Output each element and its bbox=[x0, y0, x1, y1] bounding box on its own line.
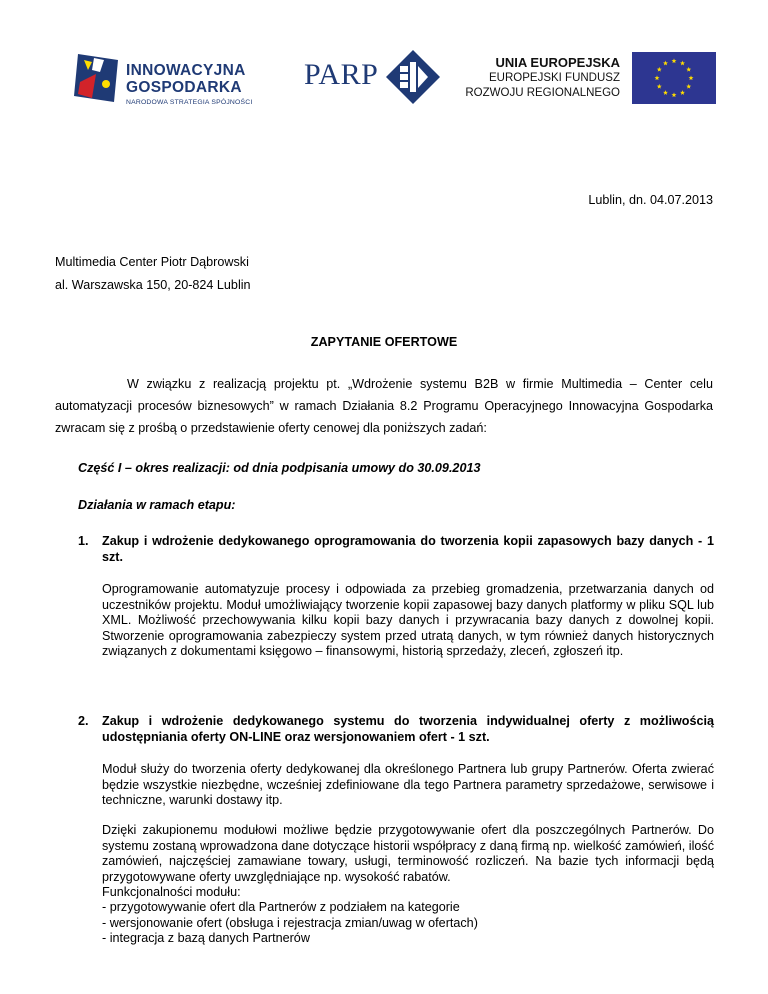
ig-logo-mark-icon bbox=[74, 52, 120, 104]
eu-logo-line2: EUROPEJSKI FUNDUSZ bbox=[489, 72, 620, 84]
intro-text: W związku z realizacją projektu pt. „Wdrożenie systemu B2B w firmie Multimedia – Center celu automatyzacji procesów biznesowych” w ramach Działania 8.2 Programu Operacyjnego Innowacyjna Gospodarka zwracam się z prośbą o przedstawienie oferty cenowej dla poniższych zadań: bbox=[55, 377, 713, 435]
intro-paragraph bbox=[55, 373, 713, 439]
recipient-address: al. Warszawska 150, 20-824 Lublin bbox=[55, 278, 251, 292]
parp-logo-text: PARP bbox=[304, 58, 379, 91]
eu-logo bbox=[465, 52, 716, 104]
document-date: Lublin, dn. 04.07.2013 bbox=[588, 193, 713, 207]
task-title: Zakup i wdrożenie dedykowanego systemu do tworzenia indywidualnej oferty z możliwością udostępniania oferty ON-LINE oraz wersjonowaniem ofert - 1 szt. bbox=[102, 714, 714, 744]
eu-flag-icon bbox=[632, 52, 716, 104]
task-2-benefits bbox=[102, 823, 714, 901]
list-item: - przygotowywanie ofert dla Partnerów z podziałem na kategorie bbox=[102, 900, 460, 914]
parp-logo-mark-icon bbox=[386, 50, 440, 104]
task-number: 1. bbox=[78, 534, 89, 548]
task-2-description: Moduł służy do tworzenia oferty dedykowanej dla określonego Partnera lub grupy Partnerów. Oferta zwierać będzie wszystkie niezbędne, wcześniej zdefiniowane dla tego Partnera parametry sprzedażowe, serwisowe i techniczne, warunki dostawy itp. bbox=[102, 762, 714, 808]
document-title: ZAPYTANIE OFERTOWE bbox=[310, 335, 458, 349]
parp-logo bbox=[304, 50, 444, 104]
task-1-description: Oprogramowanie automatyzuje procesy i odpowiada za przebieg gromadzenia, przetwarzania danych od uczestników projektu. Moduł umożliwiający tworzenie kopii zapasowej bazy danych platformy w pliku SQL lub XML. Możliwość przechowywania kilku kopii bazy danych i przywracania bazy danych z dowolnej kopii. Stworzenie oprogramowania zabezpieczy system przed utratą danych, w tym również danych historycznych związanych z dokumentami księgowo – finansowymi, historią sprzedaży, zleceń, zgłoszeń itp. bbox=[102, 582, 714, 659]
ig-logo-line2: GOSPODARKA bbox=[126, 79, 242, 96]
ig-logo-line1: INNOWACYJNA bbox=[126, 62, 246, 79]
list-item: - integracja z bazą danych Partnerów bbox=[102, 931, 310, 946]
feature-list bbox=[102, 900, 714, 947]
task-item-1 bbox=[78, 534, 714, 565]
task-title: Zakup i wdrożenie dedykowanego oprogramowania do tworzenia kopii zapasowych bazy danych - 1 szt. bbox=[102, 534, 714, 564]
eu-logo-line3: ROZWOJU REGIONALNEGO bbox=[465, 87, 620, 99]
recipient-name: Multimedia Center Piotr Dąbrowski bbox=[55, 255, 249, 269]
innowacyjna-gospodarka-logo bbox=[74, 48, 274, 108]
ig-logo-line3: NARODOWA STRATEGIA SPÓJNOŚCI bbox=[126, 99, 253, 106]
list-item: - wersjonowanie ofert (obsługa i rejestracja zmian/uwag w ofertach) bbox=[102, 915, 478, 930]
part-heading: Część I – okres realizacji: od dnia podpisania umowy do 30.09.2013 bbox=[78, 461, 481, 475]
task-number: 2. bbox=[78, 714, 89, 728]
task-item-2 bbox=[78, 714, 714, 745]
task-2-features-heading: Funkcjonalności modułu: bbox=[102, 885, 241, 900]
eu-logo-line1: UNIA EUROPEJSKA bbox=[495, 55, 620, 70]
actions-heading: Działania w ramach etapu: bbox=[78, 498, 236, 512]
task-2-benefits-text: Dzięki zakupionemu modułowi możliwe będzie przygotowywanie ofert dla poszczególnych Partnerów. Do systemu zostaną wprowadzona dane dotyczące historii współpracy z daną firmą np. wielkość zamówień, ilość zamówień, najczęściej zamawiane towary, usługi, terminowość rozliczeń. Na bazie tych informacji będą przygotowywane oferty uwzględniające np. wysokość rabatów. bbox=[102, 823, 714, 884]
